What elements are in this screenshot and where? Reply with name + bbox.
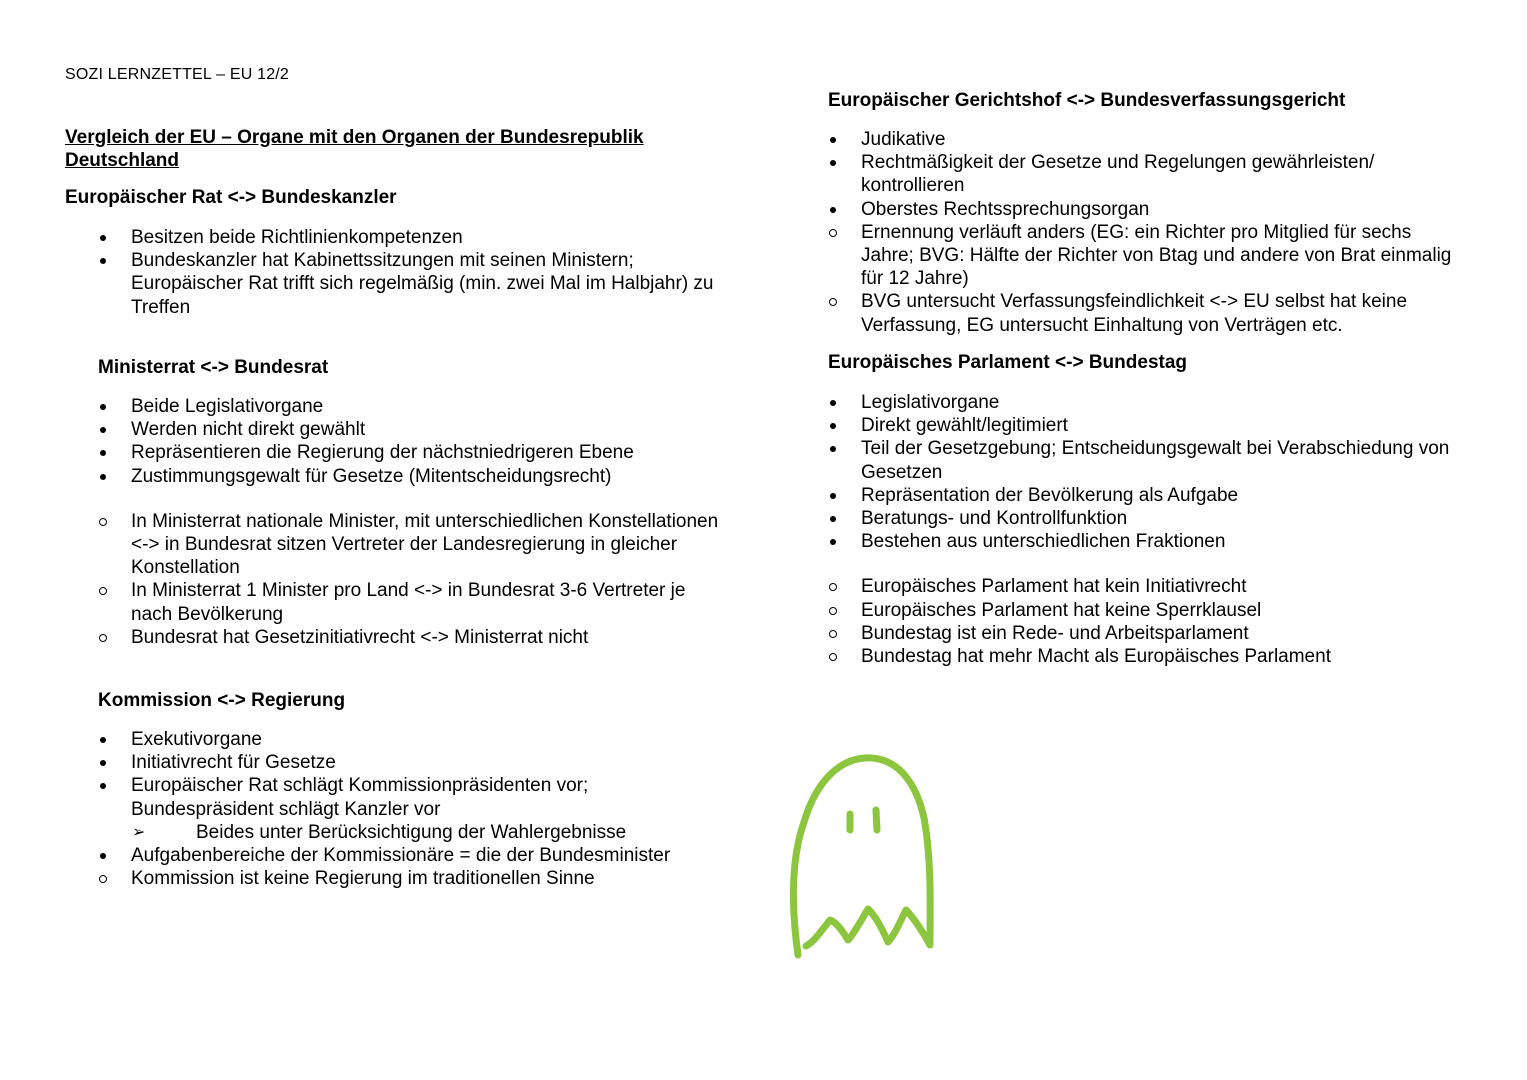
list-rat <box>98 226 723 319</box>
list-item: Exekutivorgane <box>131 729 262 750</box>
ghost-icon <box>790 752 940 967</box>
ghost-outline <box>793 758 930 955</box>
list-item: Kommission ist keine Regierung im traditionellen Sinne <box>131 868 595 890</box>
list-item: Europäisches Parlament hat keine Sperrklausel <box>861 599 1262 621</box>
list-item: In Ministerrat nationale Minister, mit unterschiedlichen Konstellationen <-> in Bundesrat sitzen Vertreter der Landesregierung in gleicher Konstellation <box>131 510 719 579</box>
list-item: Besitzen beide Richtlinienkompetenzen <box>131 227 463 248</box>
list-item: Judikative <box>861 129 946 150</box>
list-item: Repräsentation der Bevölkerung als Aufgabe <box>861 484 1239 506</box>
ghost-right-eye <box>876 810 877 830</box>
list-item: Teil der Gesetzgebung; Entscheidungsgewalt bei Verabschiedung von Gesetzen <box>861 438 1450 483</box>
list-item: Aufgabenbereiche der Kommissionäre = die der Bundesminister <box>131 845 671 867</box>
list-item: Bestehen aus unterschiedlichen Fraktionen <box>861 531 1226 553</box>
list-item: Europäischer Rat schlägt Kommissionpräsidenten vor; Bundespräsident schlägt Kanzler vor <box>131 775 589 820</box>
document-header: SOZI LERNZETTEL – EU 12/2 <box>65 66 290 83</box>
arrow-bullet-icon: ➢ <box>132 823 146 841</box>
list-spacer <box>828 553 1453 575</box>
list-item: Bundesrat hat Gesetzinitiativrecht <-> Ministerrat nicht <box>131 626 589 648</box>
list-item: Beide Legislativorgane <box>131 396 324 417</box>
section-title-gerichtshof: Europäischer Gerichtshof <-> Bundesverfassungsgericht <box>828 90 1346 111</box>
list-item: Zustimmungsgewalt für Gesetze (Mitentscheidungsrecht) <box>131 465 612 487</box>
list-item: Repräsentieren die Regierung der nächstniedrigeren Ebene <box>131 442 634 464</box>
list-item: Werden nicht direkt gewählt <box>131 419 366 441</box>
list-item: Ernennung verläuft anders (EG: ein Richter pro Mitglied für sechs Jahre; BVG: Hälfte der Richter von Btag und andere von Brat einmalig für 12 Jahre) <box>861 221 1452 290</box>
list-gerichtshof <box>828 128 1453 337</box>
section-title-parlament: Europäisches Parlament <-> Bundestag <box>828 352 1188 373</box>
list-item: Bundestag hat mehr Macht als Europäisches Parlament <box>861 646 1331 668</box>
list-ministerrat <box>98 395 723 649</box>
list-spacer <box>98 488 723 510</box>
list-item: ➢ Beides unter Berücksichtigung der Wahlergebnisse <box>132 821 627 843</box>
section-title-kommission: Kommission <-> Regierung <box>98 690 346 711</box>
page-title: Vergleich der EU – Organe mit den Organen der Bundesrepublik Deutschland <box>65 127 644 171</box>
list-item: Bundestag ist ein Rede- und Arbeitsparlament <box>861 622 1249 644</box>
list-item: Bundeskanzler hat Kabinettssitzungen mit seinen Ministern; Europäischer Rat trifft sich regelmäßig (min. zwei Mal im Halbjahr) zu Treffen <box>131 250 714 318</box>
section-title-ministerrat: Ministerrat <-> Bundesrat <box>98 357 329 378</box>
list-item: Initiativrecht für Gesetze <box>131 752 336 774</box>
list-item: Europäisches Parlament hat kein Initiativrecht <box>861 576 1247 598</box>
list-item: Legislativorgane <box>861 392 1000 413</box>
list-item: Beratungs- und Kontrollfunktion <box>861 508 1128 530</box>
section-title-rat: Europäischer Rat <-> Bundeskanzler <box>65 187 397 208</box>
list-item: Rechtmäßigkeit der Gesetze und Regelungen gewährleisten/ kontrollieren <box>861 152 1375 197</box>
list-item: In Ministerrat 1 Minister pro Land <-> in Bundesrat 3-6 Vertreter je nach Bevölkerung <box>131 580 686 625</box>
list-item: Oberstes Rechtssprechungsorgan <box>861 198 1150 220</box>
list-kommission <box>98 728 723 890</box>
list-item: Direkt gewählt/legitimiert <box>861 415 1068 437</box>
list-parlament <box>828 391 1453 668</box>
list-item: BVG untersucht Verfassungsfeindlichkeit <-> EU selbst hat keine Verfassung, EG untersucht Einhaltung von Verträgen etc. <box>861 291 1408 336</box>
